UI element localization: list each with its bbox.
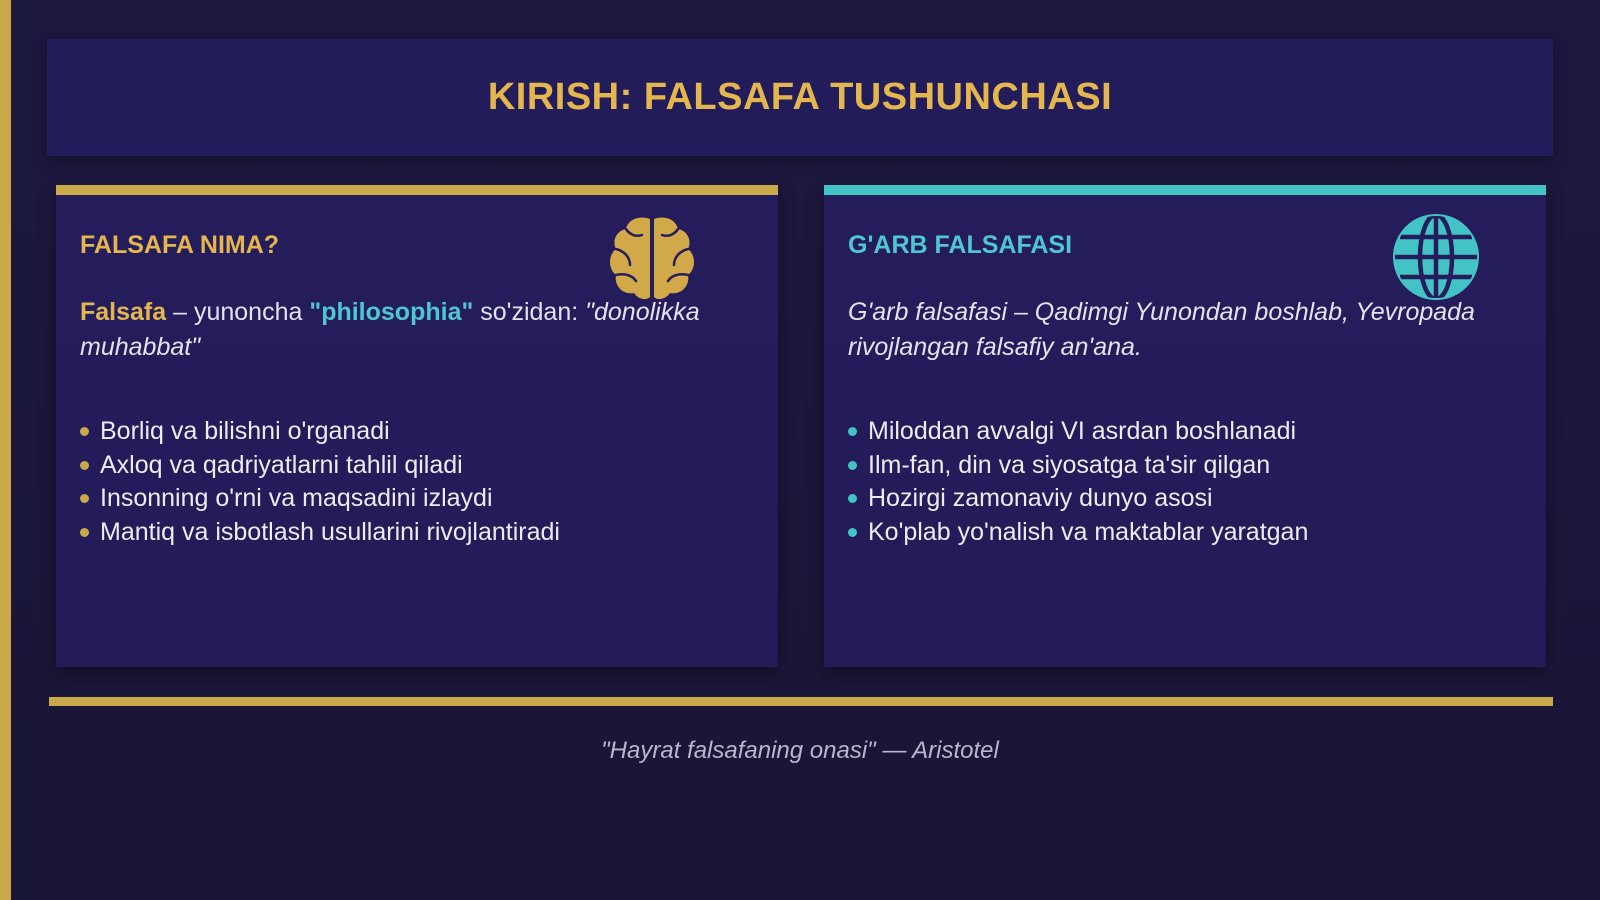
- card-top-accent: [824, 185, 1546, 195]
- intro-connector: – yunoncha: [166, 298, 310, 326]
- card-title: FALSAFA NIMA?: [80, 231, 280, 259]
- list-item-text: Ilm-fan, din va siyosatga ta'sir qilgan: [868, 450, 1271, 479]
- term-falsafa: Falsafa: [80, 298, 167, 326]
- list-item-text: Mantiq va isbotlash usullarini rivojlantiradi: [100, 517, 560, 546]
- slide-title: KIRISH: FALSAFA TUSHUNCHASI: [487, 76, 1113, 118]
- bullet-list: [80, 415, 560, 549]
- card-intro: [80, 295, 740, 365]
- meaning-text: "donolikka muhabbat": [80, 298, 700, 361]
- bullet-dot: [848, 461, 857, 470]
- footer-quote: "Hayrat falsafaning onasi" — Aristotel: [601, 737, 999, 764]
- globe-icon: [1390, 211, 1482, 303]
- bullet-dot: [848, 427, 857, 436]
- brain-icon: [606, 211, 698, 303]
- list-item: [80, 415, 560, 449]
- list-item-text: Insonning o'rni va maqsadini izlaydi: [100, 484, 493, 512]
- list-item: [848, 415, 1308, 449]
- card-title: G'ARB FALSAFASI: [848, 231, 1073, 259]
- list-item-text: Borliq va bilishni o'rganadi: [100, 417, 390, 445]
- list-item-text: Hozirgi zamonaviy dunyo asosi: [868, 484, 1213, 512]
- card-what-is-philosophy: [56, 185, 778, 667]
- left-accent-bar: [0, 0, 11, 900]
- list-item: [80, 482, 560, 516]
- list-item: [848, 449, 1308, 483]
- list-item: [80, 516, 560, 550]
- greek-word: "philosophia": [309, 298, 474, 326]
- header-panel: [47, 39, 1553, 156]
- list-item-text: Miloddan avvalgi VI asrdan boshlanadi: [868, 417, 1297, 445]
- bullet-dot: [80, 461, 89, 470]
- bullet-dot: [80, 427, 89, 436]
- footer-divider: [49, 697, 1553, 706]
- list-item: [80, 449, 560, 483]
- bullet-dot: [848, 528, 857, 537]
- card-intro: G'arb falsafasi – Qadimgi Yunondan boshlab, Yevropada rivojlangan falsafiy an'ana.: [848, 298, 1475, 361]
- list-item: [848, 516, 1308, 550]
- list-item: [848, 482, 1308, 516]
- card-top-accent: [56, 185, 778, 195]
- card-western-philosophy: [824, 185, 1546, 667]
- bullet-dot: [848, 494, 857, 503]
- bullet-dot: [80, 528, 89, 537]
- bullet-list: [848, 415, 1308, 549]
- list-item-text: Axloq va qadriyatlarni tahlil qiladi: [100, 450, 463, 479]
- intro-middle: so'zidan:: [473, 298, 586, 326]
- bullet-dot: [80, 494, 89, 503]
- list-item-text: Ko'plab yo'nalish va maktablar yaratgan: [868, 517, 1309, 546]
